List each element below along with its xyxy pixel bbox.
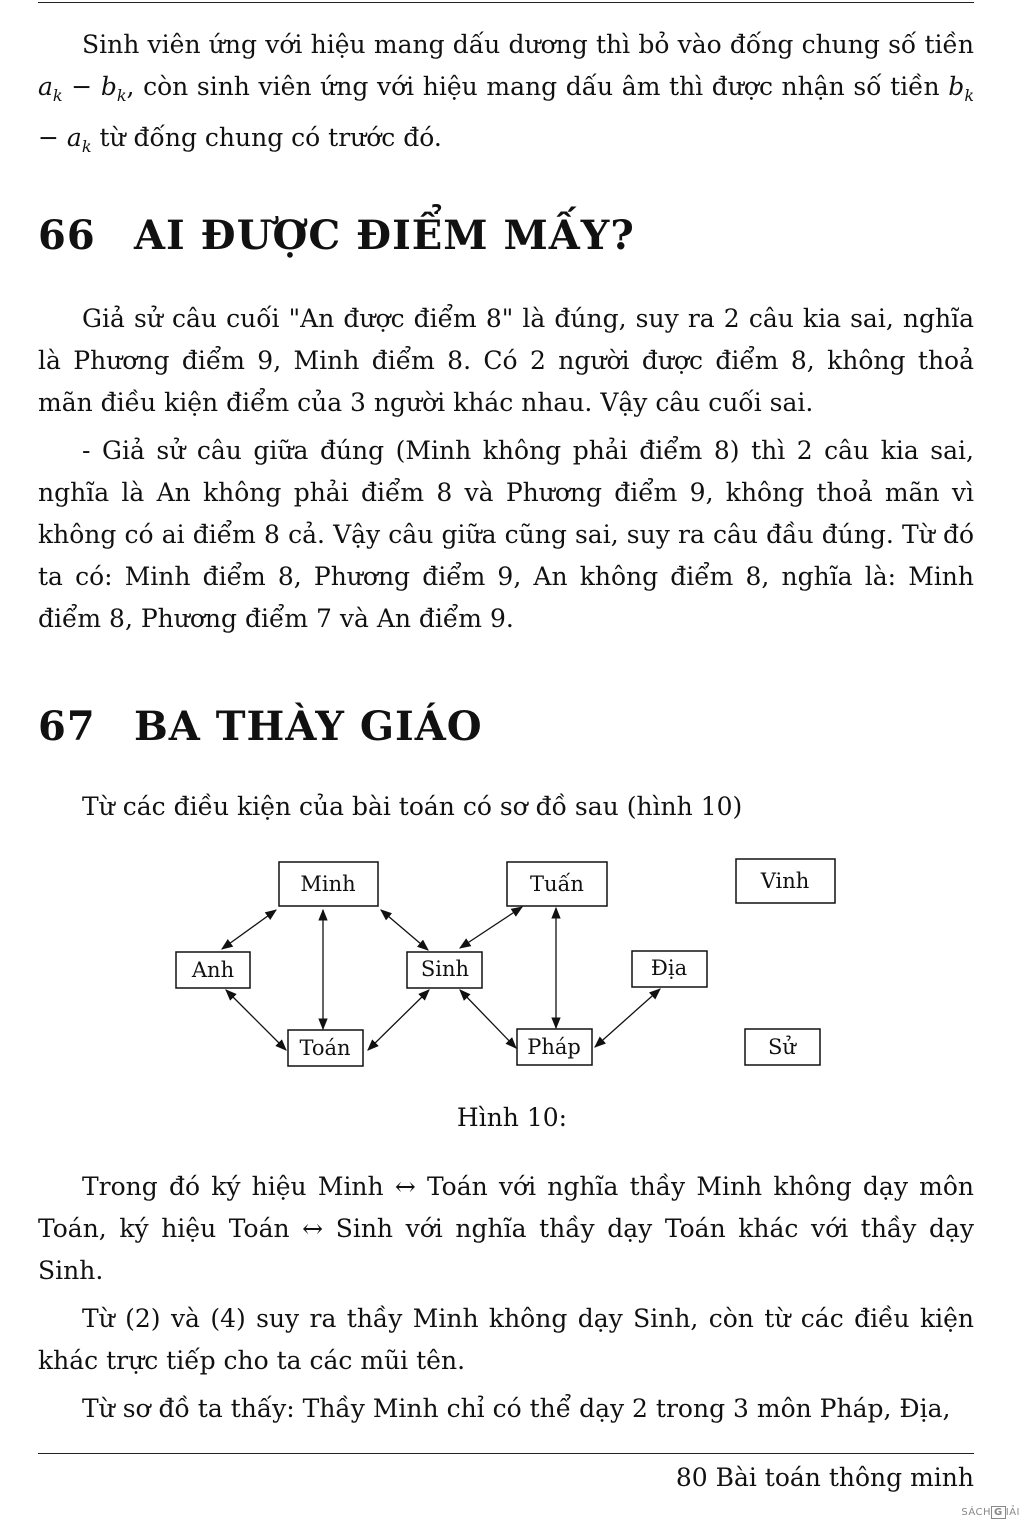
intro-text-2: , còn sinh viên ứng với hiệu mang dấu âm thì được nhận số tiền: [126, 72, 949, 101]
footer-rule: [38, 1453, 974, 1454]
node-vinh: Vinh: [760, 869, 810, 893]
section-67-paragraph-3: Từ (2) và (4) suy ra thầy Minh không dạy Sinh, còn từ các điều kiện khác trực tiếp cho ta các mũi tên.: [38, 1304, 974, 1375]
node-sinh: Sinh: [420, 957, 470, 981]
edge-sinh-phap: [460, 990, 516, 1048]
section-66-title: AI ĐƯỢC ĐIỂM MẤY?: [134, 212, 635, 259]
intro-text-3: từ đống chung có trước đó.: [91, 123, 442, 152]
edge-tuan-sinh: [460, 907, 522, 948]
node-dia: Địa: [650, 956, 688, 980]
expr-b-minus-a: $b_k - a_k$: [38, 72, 975, 156]
section-67-paragraph-2: Trong đó ký hiệu Minh ↔ Toán với nghĩa thầy Minh không dạy môn Toán, ký hiệu Toán ↔ Sinh với nghĩa thầy dạy Toán khác với thầy dạy Sinh.: [38, 1172, 974, 1285]
intro-text-1: Sinh viên ứng với hiệu mang dấu dương thì bỏ vào đống chung số tiền: [82, 30, 974, 59]
edge-sinh-toan: [368, 990, 429, 1050]
footer-book-title: 80 Bài toán thông minh: [675, 1463, 974, 1492]
node-minh: Minh: [300, 872, 356, 896]
section-66-paragraph-1: Giả sử câu cuối "An được điểm 8" là đúng, suy ra 2 câu kia sai, nghĩa là Phương điểm 9, Minh điểm 8. Có 2 người được điểm 8, không thoả mãn điều kiện điểm của 3 người khác nhau. Vậy câu cuối sai.: [38, 304, 974, 417]
watermark-logo: SÁCH G IẢI: [961, 1507, 1020, 1518]
node-tuan: Tuấn: [530, 872, 584, 896]
edge-anh-toan: [226, 990, 286, 1050]
node-su: Sử: [768, 1035, 796, 1059]
section-66-number: 66: [38, 212, 96, 259]
edge-dia-phap: [595, 989, 660, 1047]
section-67-paragraph-1: Từ các điều kiện của bài toán có sơ đồ sau (hình 10): [82, 792, 743, 821]
figure-caption: Hình 10:: [456, 1103, 568, 1132]
expr-a-minus-b: $a_k - b_k$: [38, 72, 127, 105]
section-67-title: BA THÀY GIÁO: [134, 703, 483, 750]
node-phap: Pháp: [527, 1035, 581, 1059]
section-67-number: 67: [38, 703, 96, 750]
edge-minh-sinh: [381, 910, 428, 950]
section-67-paragraph-4: Từ sơ đồ ta thấy: Thầy Minh chỉ có thể dạy 2 trong 3 môn Pháp, Địa,: [82, 1394, 951, 1423]
edge-minh-anh: [222, 910, 276, 949]
node-anh: Anh: [191, 958, 235, 982]
section-66-paragraph-2: - Giả sử câu giữa đúng (Minh không phải điểm 8) thì 2 câu kia sai, nghĩa là An không phải điểm 8 và Phương điểm 9, không thoả mãn vì không có ai điểm 8 cả. Vậy câu giữa cũng sai, suy ra câu đầu đúng. Từ đó ta có: Minh điểm 8, Phương điểm 9, An không điểm 8, nghĩa là: Minh điểm 8, Phương điểm 7 và An điểm 9.: [38, 436, 974, 633]
node-toan: Toán: [299, 1036, 351, 1060]
